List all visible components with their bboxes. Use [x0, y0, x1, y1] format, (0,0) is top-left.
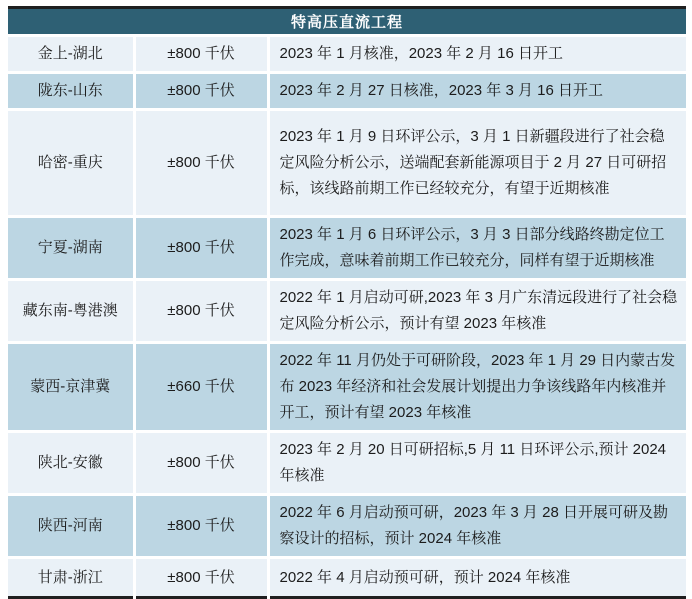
- project-cell: 蒙西-京津冀: [8, 343, 134, 432]
- table-row: [8, 110, 686, 217]
- voltage-cell: ±660 千伏: [134, 343, 268, 432]
- voltage-cell: ±800 千伏: [134, 495, 268, 558]
- table-title: 特高压直流工程: [8, 8, 686, 36]
- status-cell: 2022 年 11 月仍处于可研阶段，2023 年 1 月 29 日内蒙古发布 2023 年经济和社会发展计划提出力争该线路年内核准并开工，预计有望 2023 年核准: [268, 343, 686, 432]
- status-cell: 2023 年 2 月 27 日核准，2023 年 3 月 16 日开工: [268, 73, 686, 110]
- voltage-cell: ±800 千伏: [134, 217, 268, 280]
- project-cell: 陇东-山东: [8, 73, 134, 110]
- table-row: [8, 558, 686, 598]
- table-row: [8, 280, 686, 343]
- status-cell: 2023 年 1 月 6 日环评公示，3 月 3 日部分线路终勘定位工作完成，意味着前期工作已较充分，同样有望于近期核准: [268, 217, 686, 280]
- uhvdc-projects-table: [8, 6, 686, 599]
- project-cell: 甘肃-浙江: [8, 558, 134, 598]
- project-cell: 金上-湖北: [8, 36, 134, 73]
- project-cell: 陕西-河南: [8, 495, 134, 558]
- status-cell: 2022 年 6 月启动预可研，2023 年 3 月 28 日开展可研及勘察设计的招标，预计 2024 年核准: [268, 495, 686, 558]
- project-cell: 宁夏-湖南: [8, 217, 134, 280]
- status-cell: 2022 年 4 月启动预可研，预计 2024 年核准: [268, 558, 686, 598]
- project-cell: 陕北-安徽: [8, 432, 134, 495]
- table-body: [8, 36, 686, 598]
- header-row: [8, 8, 686, 36]
- project-cell: 哈密-重庆: [8, 110, 134, 217]
- voltage-cell: ±800 千伏: [134, 73, 268, 110]
- table-row: [8, 343, 686, 432]
- project-cell: 藏东南-粤港澳: [8, 280, 134, 343]
- table-row: [8, 217, 686, 280]
- table-row: [8, 495, 686, 558]
- status-cell: 2023 年 1 月核准，2023 年 2 月 16 日开工: [268, 36, 686, 73]
- status-cell: 2022 年 1 月启动可研,2023 年 3 月广东清远段进行了社会稳定风险分析公示，预计有望 2023 年核准: [268, 280, 686, 343]
- voltage-cell: ±800 千伏: [134, 36, 268, 73]
- table-row: [8, 432, 686, 495]
- voltage-cell: ±800 千伏: [134, 110, 268, 217]
- voltage-cell: ±800 千伏: [134, 558, 268, 598]
- status-cell: 2023 年 1 月 9 日环评公示，3 月 1 日新疆段进行了社会稳定风险分析公示，送端配套新能源项目于 2 月 27 日可研招标，该线路前期工作已经较充分，有望于近期核准: [268, 110, 686, 217]
- table-row: [8, 36, 686, 73]
- voltage-cell: ±800 千伏: [134, 280, 268, 343]
- table-header: [8, 8, 686, 36]
- table-row: [8, 73, 686, 110]
- voltage-cell: ±800 千伏: [134, 432, 268, 495]
- status-cell: 2023 年 2 月 20 日可研招标,5 月 11 日环评公示,预计 2024 年核准: [268, 432, 686, 495]
